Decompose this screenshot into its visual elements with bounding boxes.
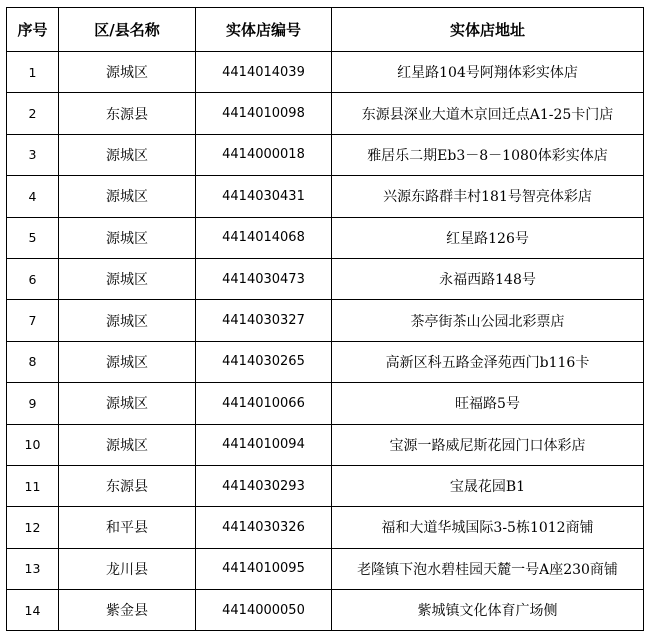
header-row (7, 8, 644, 52)
cell-district: 源城区 (59, 258, 196, 299)
cell-code: 4414010095 (196, 548, 332, 589)
cell-district: 源城区 (59, 217, 196, 258)
cell-address: 雅居乐二期Eb3－8－1080体彩实体店 (332, 134, 644, 175)
cell-code: 4414000018 (196, 134, 332, 175)
cell-no: 2 (7, 93, 59, 134)
cell-address: 东源县深业大道木京回迁点A1-25卡门店 (332, 93, 644, 134)
cell-district: 源城区 (59, 424, 196, 465)
cell-district: 龙川县 (59, 548, 196, 589)
table-row (7, 341, 644, 382)
cell-address: 红星路126号 (332, 217, 644, 258)
table-row (7, 134, 644, 175)
store-table (6, 7, 644, 631)
cell-no: 5 (7, 217, 59, 258)
cell-district: 东源县 (59, 465, 196, 506)
cell-code: 4414030326 (196, 507, 332, 548)
cell-code: 4414030431 (196, 176, 332, 217)
cell-address: 福和大道华城国际3-5栋1012商铺 (332, 507, 644, 548)
cell-code: 4414010094 (196, 424, 332, 465)
table-row (7, 590, 644, 631)
cell-district: 源城区 (59, 341, 196, 382)
table-row (7, 52, 644, 93)
cell-address: 紫城镇文化体育广场侧 (332, 590, 644, 631)
cell-no: 9 (7, 383, 59, 424)
table-header (7, 8, 644, 52)
cell-code: 4414010098 (196, 93, 332, 134)
cell-district: 和平县 (59, 507, 196, 548)
cell-code: 4414030327 (196, 300, 332, 341)
cell-no: 4 (7, 176, 59, 217)
cell-address: 宝源一路威尼斯花园门口体彩店 (332, 424, 644, 465)
cell-no: 11 (7, 465, 59, 506)
table-row (7, 300, 644, 341)
cell-no: 7 (7, 300, 59, 341)
cell-address: 旺福路5号 (332, 383, 644, 424)
table-row (7, 383, 644, 424)
cell-no: 10 (7, 424, 59, 465)
cell-district: 源城区 (59, 134, 196, 175)
cell-code: 4414000050 (196, 590, 332, 631)
cell-no: 12 (7, 507, 59, 548)
cell-no: 1 (7, 52, 59, 93)
cell-district: 源城区 (59, 176, 196, 217)
table-row (7, 507, 644, 548)
cell-code: 4414030265 (196, 341, 332, 382)
header-no: 序号 (7, 8, 59, 52)
cell-code: 4414014039 (196, 52, 332, 93)
cell-code: 4414010066 (196, 383, 332, 424)
cell-address: 宝晟花园B1 (332, 465, 644, 506)
cell-no: 3 (7, 134, 59, 175)
store-table-container (6, 7, 643, 631)
cell-address: 红星路104号阿翔体彩实体店 (332, 52, 644, 93)
table-row (7, 258, 644, 299)
cell-code: 4414030473 (196, 258, 332, 299)
cell-district: 东源县 (59, 93, 196, 134)
cell-code: 4414030293 (196, 465, 332, 506)
cell-address: 茶亭街茶山公园北彩票店 (332, 300, 644, 341)
table-body (7, 52, 644, 631)
table-row (7, 465, 644, 506)
cell-district: 源城区 (59, 300, 196, 341)
table-row (7, 548, 644, 589)
cell-address: 永福西路148号 (332, 258, 644, 299)
header-code: 实体店编号 (196, 8, 332, 52)
cell-district: 紫金县 (59, 590, 196, 631)
cell-no: 8 (7, 341, 59, 382)
header-address: 实体店地址 (332, 8, 644, 52)
table-row (7, 176, 644, 217)
cell-address: 高新区科五路金泽苑西门b116卡 (332, 341, 644, 382)
cell-no: 14 (7, 590, 59, 631)
cell-address: 老隆镇下泡水碧桂园天麓一号A座230商铺 (332, 548, 644, 589)
cell-no: 13 (7, 548, 59, 589)
cell-code: 4414014068 (196, 217, 332, 258)
header-district: 区/县名称 (59, 8, 196, 52)
table-row (7, 424, 644, 465)
cell-address: 兴源东路群丰村181号智亮体彩店 (332, 176, 644, 217)
cell-district: 源城区 (59, 383, 196, 424)
table-row (7, 93, 644, 134)
table-row (7, 217, 644, 258)
cell-district: 源城区 (59, 52, 196, 93)
cell-no: 6 (7, 258, 59, 299)
